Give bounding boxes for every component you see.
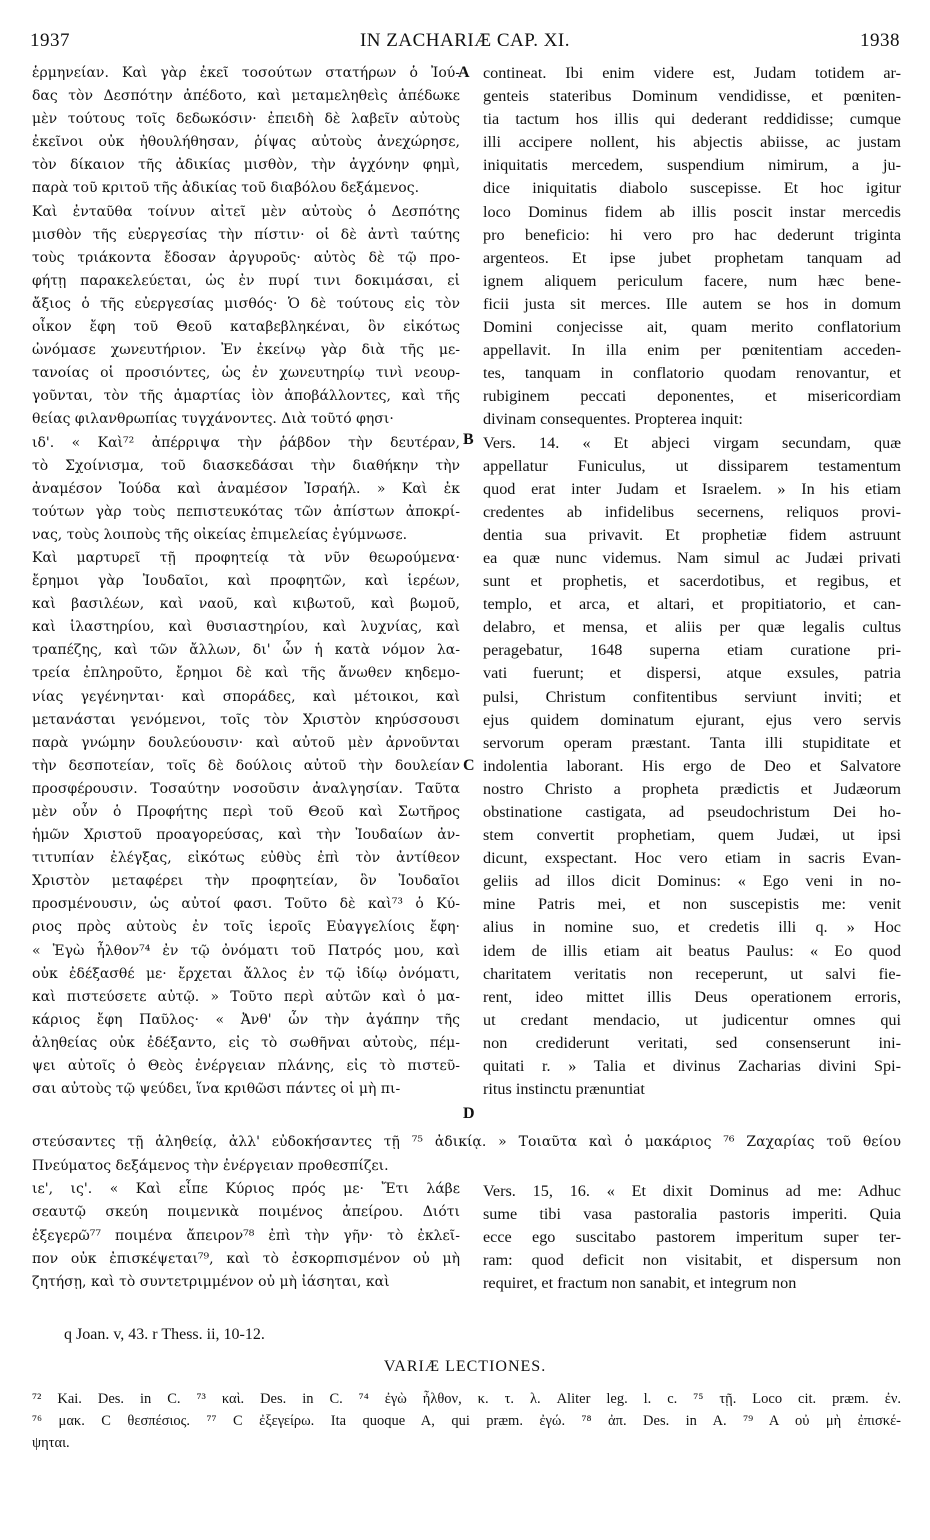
- text-line: appellavit. In illa enim per pœnitentiam acceden-: [483, 341, 901, 360]
- text-line: stem convertit prophetiam, quem Judæi, ut ipsi: [483, 826, 901, 845]
- text-line: indolentia laborant. His ergo de Deo et Salvatore: [483, 756, 901, 775]
- text-line: Πνεύματος δεξάμενος τὴν ἐνέργειαν προθεσπίζει.: [32, 1158, 389, 1174]
- greek-lower-block: [32, 1155, 460, 1294]
- text-line: δας τὸν Δεσπότην ἀπέδοτο, καὶ μεταμεληθεὶς ἀπέδωκε: [32, 88, 460, 105]
- full-width-line: στεύσαντες τῇ ἀληθείᾳ, ἀλλ' εὐδοκήσαντες τῇ ⁷⁵ ἀδικίᾳ. » Τοιαῦτα καὶ ὁ μακάριος ⁷⁶ Ζαχαρίας τοῦ θείου: [32, 1134, 901, 1150]
- text-line: ψει αὐτοῖς ὁ Θεὸς ἐνέργειαν πλάνης, εἰς τὸ πιστεῦ-: [32, 1058, 460, 1075]
- variae-lectiones: [32, 1388, 901, 1454]
- text-line: Domini conjecisse ait, quam merito conflatorium: [483, 318, 901, 337]
- text-line: τραπέζης, καὶ τῶν ἄλλων, δι' ὧν ἡ κατὰ νόμον λα-: [32, 642, 460, 659]
- margin-marker-b: B: [463, 431, 474, 448]
- text-line: divinam consequentes. Propterea inquit:: [483, 410, 743, 429]
- text-line: ἡμῶν Χριστοῦ προαγορεύσας, καὶ τὴν Ἰουδαίων ἀν-: [32, 827, 460, 844]
- text-line: καὶ βασιλέων, καὶ ναοῦ, καὶ κιβωτοῦ, καὶ βωμοῦ,: [32, 596, 460, 613]
- text-line: ιε', ις'. « Καὶ εἶπε Κύριος πρός με· Ἔτι λάβε: [32, 1181, 460, 1198]
- text-line: γοῦνται, τὸν τῆς ἁμαρτίας ἰὸν ἀποβάλλοντες, καὶ τῆς: [32, 388, 460, 405]
- text-line: Vers. 15, 16. « Et dixit Dominus ad me: Adhuc: [483, 1182, 901, 1200]
- text-line: idem de illis etiam ait beatus Paulus: « Eo quod: [483, 941, 901, 960]
- margin-marker-c: C: [463, 757, 475, 774]
- text-line: dicunt, exspectant. Hoc vero etiam in sacris Evan-: [483, 849, 901, 868]
- text-line: pro beneficio: hi vero pro hac dederunt triginta: [483, 225, 901, 244]
- text-line: φήτῃ παρακελεύεται, ὡς ἐν πυρί τινι δοκιμάσαι, εἰ: [32, 272, 460, 289]
- text-line: οἶκον ἔφη τοῦ Θεοῦ καταβεβληκέναι, ὃν εἰκότως: [32, 319, 460, 336]
- text-line: requiret, et fractum non sanabit, et integrum non: [483, 1274, 797, 1293]
- text-line: non crediderunt veritati, sed consenserunt ini-: [483, 1033, 901, 1052]
- text-line: παρὰ γνώμην δουλεύουσιν· καὶ αὐτοῦ μὲν ἀρνοῦνται: [32, 734, 460, 751]
- text-line: μισθὸν τῆς εὐεργεσίας τὴν πίστιν· οἱ δὲ ἀντὶ ταύτης: [32, 226, 460, 243]
- text-line: ejus quidem dominatum ejurant, ejus vero servis: [483, 710, 901, 729]
- text-line: obstinatione castigata, ad pseudochristum Dei ho-: [483, 803, 901, 821]
- text-line: quod erat inter Judam et Israelem. » In his etiam: [483, 479, 901, 498]
- text-line: ἄξιος ὁ τῆς εὐεργεσίας μισθός· Ὁ δὲ τούτους εἰς τὸν: [32, 295, 460, 312]
- greek-column: [32, 62, 460, 1162]
- text-line: Καὶ ἐνταῦθα τοίνυν αἰτεῖ μὲν αὐτοὺς ὁ Δεσπότης: [32, 203, 460, 220]
- text-line: ἐκεῖνοι οὐκ ἠθουλήθησαν, ῥίψας αὐτοὺς ἀνεχώρησε,: [32, 134, 460, 151]
- text-line: contineat. Ibi enim videre est, Judam totidem ar-: [483, 64, 901, 82]
- text-line: τανοίας οἱ προσιόντες, ὡς ἐν χωνευτηρίῳ τινὶ νεουρ-: [32, 365, 460, 382]
- text-line: tia tactum hos illis qui dederant reddidisse; cumque: [483, 110, 901, 129]
- page-number-left: 1937: [30, 30, 70, 51]
- text-line: charitatem veritatis non receperunt, ut salvi fie-: [483, 964, 901, 983]
- text-line: ⁷⁶ μακ. C θεσπέσιος. ⁷⁷ C ἐξεγείρω. Ita quoque A, qui præm. ἐγώ. ⁷⁸ ἀπ. Des. in A. ⁷⁹ A οὐ μὴ ἐπισκέ-: [32, 1413, 901, 1429]
- text-line: μὲν οὖν ὁ Προφήτης περὶ τοῦ Θεοῦ καὶ Σωτῆρος: [32, 804, 460, 820]
- text-line: ζητήσῃ, καὶ τὸ συντετριμμένον οὐ μὴ ἰάσηται, καὶ: [32, 1274, 390, 1291]
- text-line: credentes ab infidelibus secernens, reliquos provi-: [483, 502, 901, 521]
- text-line: θείας φιλανθρωπίας τυγχάνοντες. Διὰ τοῦτό φησι·: [32, 411, 394, 428]
- text-line: Vers. 14. « Et abjeci virgam secundam, quæ: [483, 433, 901, 452]
- text-line: ριος πρὸς αὐτοὺς ἐν τοῖς ἱεροῖς Εὐαγγελίοις ἔφη·: [32, 919, 460, 936]
- text-line: dice iniquitatis diabolo suscepisse. Et hoc igitur: [483, 179, 901, 198]
- section-title: VARIÆ LECTIONES.: [383, 1358, 547, 1375]
- text-line: σαι αὐτοὺς τῷ ψεύδει, ἵνα κριθῶσι πάντες οἱ μὴ πι-: [32, 1081, 401, 1098]
- text-line: τοὺς τριάκοντα ἔδοσαν ἀργυροῦς· αὐτὸς δὲ τῷ προ-: [32, 249, 460, 266]
- text-line: καὶ ἱλαστηρίου, καὶ θυσιαστηρίου, καὶ λυχνίας, καὶ: [32, 619, 460, 636]
- text-line: sunt et prophetis, et sacerdotibus, et regibus, et: [483, 572, 901, 591]
- margin-marker-a: A: [458, 64, 470, 81]
- text-line: ὠνόμασε χωνευτήριον. Ἐν ἐκείνῳ γὰρ διὰ τῆς με-: [32, 342, 460, 359]
- text-line: servorum operam præstant. Tanta illi stupiditate et: [483, 733, 901, 752]
- text-line: νίας γεγένηνται· καὶ σποράδες, καὶ μέτοικοι, καὶ: [32, 688, 460, 705]
- text-line: πον οὐκ ἐπισκέψεται⁷⁹, καὶ τὸ ἐσκορπισμένον οὐ μὴ: [32, 1250, 460, 1267]
- text-line: οὐκ ἐδέξασθέ με· ἔρχεται ἄλλος ἐν τῷ ἰδίῳ ὀνόματι,: [32, 965, 460, 982]
- text-line: argenteos. Et ipse jubet prophetam tanquam ad: [483, 248, 901, 267]
- text-line: ritus instinctu prænuntiat: [483, 1080, 645, 1099]
- text-line: sume tibi vasa pastoralia pastoris imperiti. Quia: [483, 1205, 901, 1224]
- text-line: παρὰ τοῦ κριτοῦ τῆς ἀδικίας τοῦ διαβόλου δεξάμενος.: [32, 180, 420, 197]
- text-line: νας, τοὺς λοιποὺς τῆς οἰκείας ἐπιμελείας ἐγύμνωσε.: [32, 526, 408, 543]
- text-line: Καὶ μαρτυρεῖ τῇ προφητείᾳ τὰ νῦν θεωρούμενα·: [32, 549, 460, 566]
- text-line: καὶ πιστεύσετε αὐτῷ. » Τοῦτο περὶ αὐτῶν καὶ ὁ μα-: [32, 988, 460, 1005]
- text-line: ignem aliquem periculum facere, num hæc bene-: [483, 271, 901, 290]
- footnotes: q Joan. v, 43. r Thess. ii, 10-12.: [64, 1326, 265, 1343]
- text-line: ram: quod deficit non visitabit, et dispersum non: [483, 1251, 901, 1270]
- text-line: rent, ideo mittet illis Deus operationem erroris,: [483, 987, 901, 1006]
- text-line: ut credant mendacio, ut judicentur omnes qui: [483, 1010, 901, 1029]
- text-line: « Ἐγὼ ἦλθον⁷⁴ ἐν τῷ ὀνόματι τοῦ Πατρός μου, καὶ: [32, 942, 460, 959]
- text-line: ⁷² Kai. Des. in C. ⁷³ καὶ. Des. in C. ⁷⁴ ἐγὼ ἦλθον, κ. τ. λ. Aliter leg. l. c. ⁷⁵ τῇ. Loco cit. præm. ἐν.: [32, 1391, 901, 1407]
- text-line: loco Dominus fidem ab illis poscit instar mercedis: [483, 202, 901, 221]
- text-line: templo, et arca, et altari, et propitiatorio, et can-: [483, 595, 901, 614]
- text-line: ιδ'. « Καὶ⁷² ἀπέρριψα τὴν ῥάβδον τὴν δευτέραν,: [32, 434, 460, 451]
- text-line: geliis ad illos dicit Dominus: « Ego veni in no-: [483, 872, 901, 891]
- text-line: appellatur Funiculus, ut dissiparem testamentum: [483, 456, 901, 475]
- text-line: τὴν δεσποτείαν, τοῖς δὲ δούλοις αὐτοῦ τὴν δουλείαν: [32, 757, 460, 774]
- text-line: nostro Christo a propheta prædictis et Judæorum: [483, 779, 901, 798]
- text-line: ficii justa sit merces. Ille autem se hos in domum: [483, 294, 901, 313]
- text-line: τιτυπίαν ἐλέγξας, εἰκότως εὐθὺς ἐπὶ τὸν ἀντίθεον: [32, 850, 460, 867]
- text-line: illi accipere nollent, his abjectis abiisse, ac justam: [483, 133, 901, 152]
- text-line: τὸ Σχοίνισμα, τοῦ διασκεδάσαι τὴν διαθήκην τὴν: [32, 457, 460, 474]
- text-line: genteis stateribus Dominum vendidisse, et pœniten-: [483, 87, 901, 106]
- text-line: ἀληθείας οὐκ ἐδέξαντο, εἰς τὸ σωθῆναι αὐτοὺς, πέμ-: [32, 1034, 460, 1051]
- text-line: ἑρμηνείαν. Καὶ γὰρ ἐκεῖ τοσούτων στατήρων ὁ Ἰού-: [32, 65, 460, 81]
- text-line: pulsi, Christum confitentibus serviunt inviti; et: [483, 687, 901, 706]
- text-line: σεαυτῷ σκεύη ποιμενικὰ ποιμένος ἀπείρου. Διότι: [32, 1204, 460, 1221]
- text-line: ψηται.: [32, 1435, 70, 1451]
- text-line: τὸν δίκαιον τῆς ἀδικίας μισθὸν, τὴν ἀγχόνην φημὶ,: [32, 157, 460, 174]
- text-line: vati fuerunt; et dispersi, atque exsules, patria: [483, 664, 901, 683]
- running-header: [30, 30, 900, 60]
- text-line: ἔρημοι γὰρ Ἰουδαῖοι, καὶ προφητῶν, καὶ ἱερέων,: [32, 573, 460, 590]
- text-line: ecce ego suscitabo pastorem imperitum super ter-: [483, 1228, 901, 1247]
- margin-marker-d: D: [463, 1105, 475, 1122]
- text-line: alius in nomine suo, et credetis illi q. » Hoc: [483, 918, 901, 937]
- text-line: κάριος ἔφη Παῦλος· « Ἀνθ' ὧν τὴν ἀγάπην τῆς: [32, 1011, 460, 1028]
- text-line: ἀναμέσον Ἰούδα καὶ ἀναμέσον Ἰσραήλ. » Καὶ ἐκ: [32, 480, 460, 497]
- text-line: ἐξεγερῶ⁷⁷ ποιμένα ἄπειρον⁷⁸ ἐπὶ τὴν γῆν· τὸ ἐκλεῖ-: [32, 1227, 460, 1244]
- text-line: quitati r. » Talia et divinus Zacharias divini Spi-: [483, 1057, 901, 1076]
- text-line: Χριστὸν μεταφέρει τὴν προφητείαν, ὃν Ἰουδαῖοι: [32, 873, 460, 890]
- text-line: μετανάσται γενόμενοι, τοῖς τὸν Χριστὸν κηρύσσουσι: [32, 711, 460, 728]
- text-line: dentia sua privavit. Et prophetiæ fidem astruunt: [483, 525, 901, 544]
- text-line: iniquitatis mercedem, suspendium nimirum, a ju-: [483, 156, 901, 175]
- text-line: τρεία ἐπληροῦτο, ἔρημοι δὲ καὶ τῆς ἄνωθεν κηδεμο-: [32, 665, 460, 682]
- text-line: ea quæ nunc videmus. Nam simul ac Judæi privati: [483, 548, 901, 567]
- latin-column: [483, 62, 901, 1162]
- text-line: tes, tanquam in conflatorio quodam renovantur, et: [483, 364, 901, 383]
- text-line: delabro, et mensa, et aliis per quæ legalis cultus: [483, 618, 901, 637]
- text-line: προσμένουσιν, ὡς αὐτοί φασι. Τοῦτο δὲ καὶ⁷³ ὁ Κύ-: [32, 896, 460, 913]
- page-number-right: 1938: [860, 30, 900, 51]
- text-line: προσφέρουσιν. Τοσαύτην νοσοῦσιν ἀναλγησίαν. Ταῦτα: [32, 780, 460, 797]
- text-line: μὲν τούτους τοῖς δεδωκόσιν· ἐπειδὴ δὲ λαβεῖν αὐτοὺς: [32, 111, 460, 128]
- text-line: rubiginem peccati deponentes, et misericordiam: [483, 387, 901, 406]
- text-line: mine Patris mei, et non suscepistis me: venit: [483, 895, 901, 914]
- latin-lower-block: [483, 1180, 901, 1295]
- text-line: τούτων γὰρ τοὺς πεπιστευκότας τῶν ἀπίστων ἀποκρί-: [32, 503, 460, 520]
- running-title: IN ZACHARIÆ CAP. XI.: [359, 30, 571, 51]
- text-line: peragebatur, 1648 superna etiam curatione pri-: [483, 641, 901, 660]
